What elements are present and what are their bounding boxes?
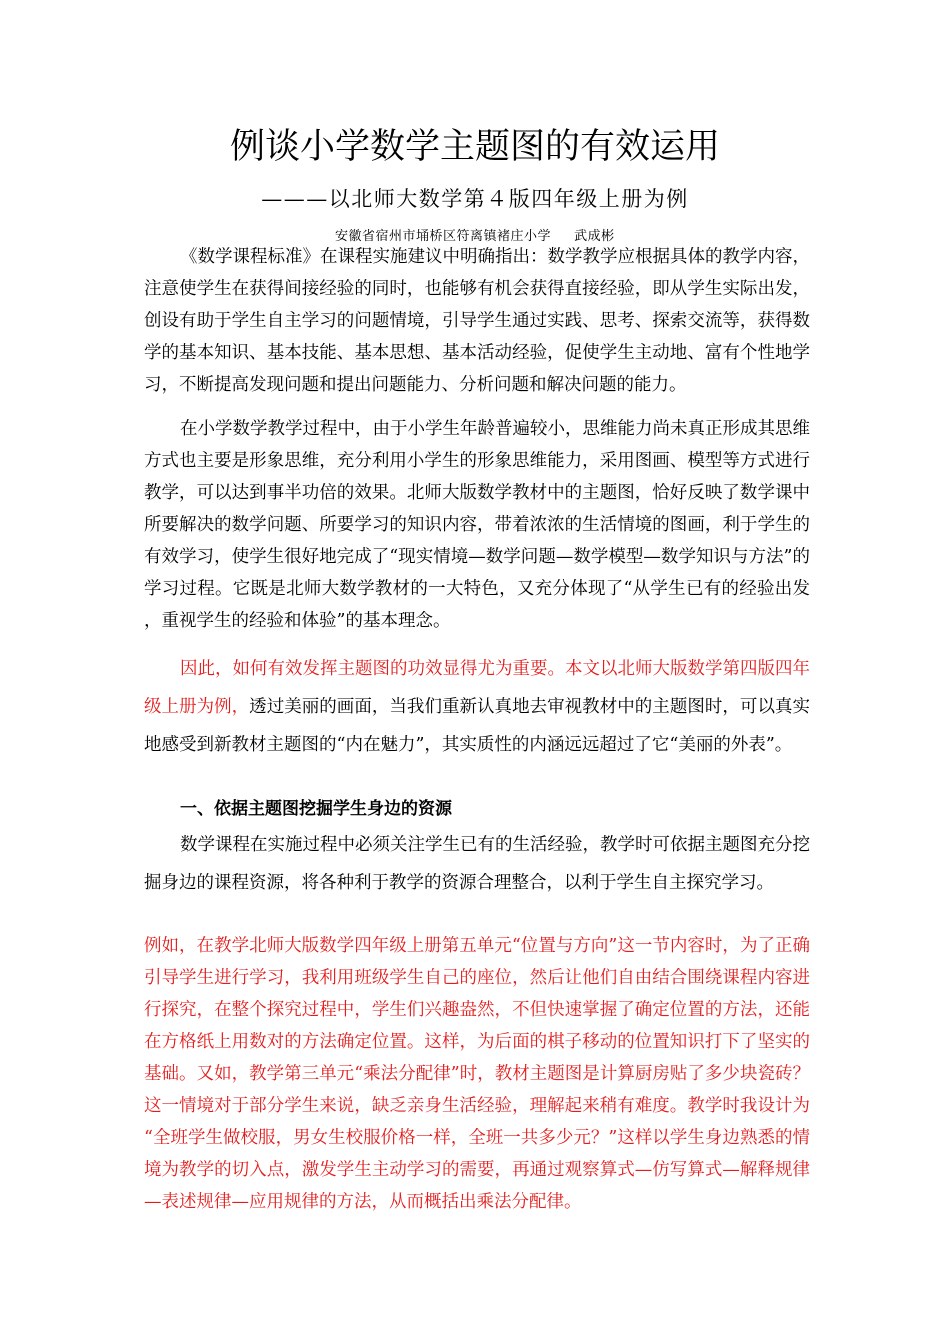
paragraph-curriculum-standard bbox=[144, 241, 810, 401]
paragraph-text: 《数学课程标准》在课程实施建议中明确指出：数学教学应根据具体的教学内容，注意使学生在获得间接经验的同时，也能够有机会获得直接经验，即从学生实际出发，创设有助于学生自主学习的问题情境，引导学生通过实践、思考、探索交流等，获得数学的基本知识、基本技能、基本思想、基本活动经验，促使学生主动地、富有个性地学习，不断提高发现问题和提出问题能力、分析问题和解决问题的能力。 bbox=[144, 247, 810, 395]
paragraph-importance bbox=[144, 650, 810, 764]
paragraph-resources bbox=[144, 826, 810, 902]
paragraph-text: 数学课程在实施过程中必须关注学生已有的生活经验，教学时可依据主题图充分挖掘身边的课程资源，将各种利于教学的资源合理整合，以利于学生自主探究学习。 bbox=[144, 835, 810, 893]
document-title: 例谈小学数学主题图的有效运用 bbox=[229, 127, 720, 167]
paragraph-theme-images bbox=[144, 413, 810, 637]
highlighted-text: 因此，如何有效发挥主题图的功效显得尤为重要。本文以北师大版数学第四版四年级上册为例， bbox=[144, 659, 810, 717]
author-line: 安徽省宿州市埇桥区符离镇褚庄小学 武成彬 bbox=[335, 229, 615, 244]
paragraph-text: 透过美丽的画面，当我们重新认真地去审视教材中的主题图时，可以真实地感受到新教材主题图的“内在魅力”，其实质性的内涵远远超过了它“美丽的外表”。 bbox=[144, 697, 811, 755]
paragraph-examples: 例如，在教学北师大版数学四年级上册第五单元“位置与方向”这一节内容时，为了正确引导学生进行学习，我利用班级学生自己的座位，然后让他们自由结合围绕课程内容进行探究，在整个探究过程中，学生们兴趣盎然，不但快速掌握了确定位置的方法，还能在方格纸上用数对的方法确定位置。这样，为后面的棋子移动的位置知识打下了坚实的基础。又如，教学第三单元“乘法分配律”时，教材主题图是计算厨房贴了多少块瓷砖？这一情境对于部分学生来说，缺乏亲身生活经验，理解起来稍有难度。教学时我设计为“全班学生做校服，男女生校服价格一样，全班一共多少元？”这样以学生身边熟悉的情境为教学的切入点，激发学生主动学习的需要，再通过观察算式—仿写算式—解释规律—表述规律—应用规律的方法，从而概括出乘法分配律。 bbox=[144, 936, 810, 1212]
paragraph-text: 在小学数学教学过程中，由于小学生年龄普遍较小，思维能力尚未真正形成其思维方式也主要是形象思维，充分利用小学生的形象思维能力，采用图画、模型等方式进行教学，可以达到事半功倍的效果。北师大版数学教材中的主题图，恰好反映了数学课中所要解决的数学问题、所要学习的知识内容，带着浓浓的生活情境的图画，利于学生的有效学习，使学生很好地完成了“现实情境—数学问题—数学模型—数学知识与方法”的学习过程。它既是北师大数学教材的一大特色，又充分体现了“从学生已有的经验出发，重视学生的经验和体验”的基本理念。 bbox=[144, 419, 810, 631]
document-subtitle: ———以北师大数学第４版四年级上册为例 bbox=[261, 187, 689, 211]
section-heading-1: 一、依据主题图挖掘学生身边的资源 bbox=[180, 799, 452, 819]
